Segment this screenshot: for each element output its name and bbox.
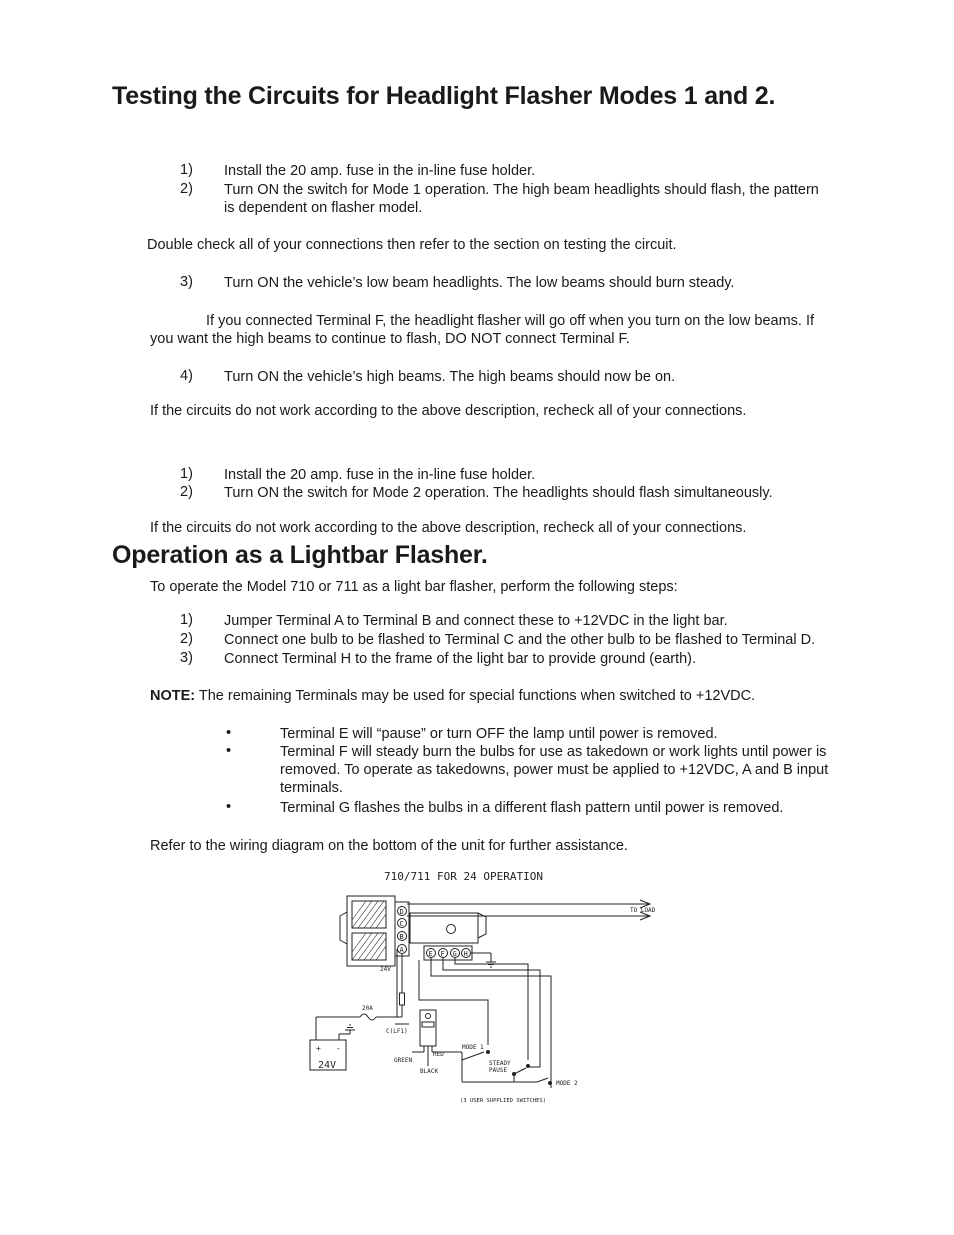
bottom-terminals [427, 949, 471, 959]
step-text: Install the 20 amp. fuse in the in-line fuse holder. [224, 467, 536, 483]
fuse [316, 1005, 376, 1040]
diagram-title: 710/711 FOR 24 OPERATION [384, 870, 543, 883]
load-wires [407, 900, 656, 920]
user-switches [460, 1044, 578, 1104]
terminal-label: A [399, 946, 404, 954]
mode1-label: MODE 1 [462, 1044, 484, 1051]
pause-label: PAUSE [489, 1067, 508, 1074]
unit-voltage-label: 24V [380, 966, 391, 973]
note-label: NOTE: [150, 688, 196, 704]
battery [310, 1025, 355, 1071]
red-label: RED [433, 1051, 444, 1058]
step-text: Connect one bulb to be flashed to Terminal C and the other bulb to be flashed to Terminal D. [224, 632, 816, 648]
section2-intro: To operate the Model 710 or 711 as a light bar flasher, perform the following steps: [150, 579, 678, 595]
step-number: 4) [180, 368, 193, 384]
bullet-text: Terminal E will “pause” or turn OFF the lamp until power is removed. [280, 726, 718, 742]
step-text: Turn ON the vehicle’s high beams. The high beams should now be on. [224, 369, 676, 385]
step-text: Connect Terminal H to the frame of the light bar to provide ground (earth). [224, 651, 697, 667]
bullet-text: Terminal F will steady burn the bulbs for use as takedown or work lights until power is removed. To operate as takedowns, power must be applied to +12VDC, A and B input terminals. [280, 744, 829, 796]
step-number: 2) [180, 484, 193, 500]
step-number: 1) [180, 162, 193, 178]
terminal-label: C [399, 920, 404, 928]
battery-minus: - [336, 1044, 341, 1053]
note-text: The remaining Terminals may be used for special functions when switched to +12VDC. [195, 688, 756, 704]
step-number: 1) [180, 466, 193, 482]
ground-h [470, 953, 496, 967]
steady-label: STEADY [489, 1060, 511, 1067]
step-number: 3) [180, 650, 193, 666]
step-text: Turn ON the vehicle’s low beam headlights. The low beams should burn steady. [224, 275, 735, 291]
step-number: 1) [180, 612, 193, 628]
fuse-label: 20A [362, 1005, 373, 1012]
bullet-mark: • [226, 725, 232, 741]
section1-title: Testing the Circuits for Headlight Flasher Modes 1 and 2. [112, 82, 776, 110]
step-number: 2) [180, 181, 193, 197]
refer-text: Refer to the wiring diagram on the bottom of the unit for further assistance. [150, 838, 628, 854]
recheck-text: If the circuits do not work according to the above description, recheck all of your connections. [150, 403, 747, 419]
terminal-label: G [452, 950, 457, 958]
green-label: GREEN [394, 1057, 413, 1064]
double-check-text: Double check all of your connections then refer to the section on testing the circuit. [147, 237, 677, 253]
step-text: Turn ON the switch for Mode 1 operation. The high beam headlights should flash, the pattern is dependent on flasher model. [224, 182, 819, 216]
bullet-mark: • [226, 799, 232, 815]
black-label: BLACK [420, 1068, 439, 1075]
capacitor-label: C(LF1) [386, 1028, 408, 1035]
bullet-mark: • [226, 743, 232, 759]
step-number: 2) [180, 631, 193, 647]
terminal-f-note-line1: If you connected Terminal F, the headlight flasher will go off when you turn on the low beams. If [206, 313, 815, 329]
step-text: Jumper Terminal A to Terminal B and connect these to +12VDC in the light bar. [224, 613, 728, 629]
terminal-label: D [399, 908, 404, 916]
terminal-label: F [440, 950, 445, 958]
step-text: Install the 20 amp. fuse in the in-line fuse holder. [224, 163, 536, 179]
switch-wires [419, 958, 551, 1088]
left-terminals [398, 907, 407, 955]
switches-note: (3 USER SUPPLIED SWITCHES) [460, 1098, 547, 1104]
to-load-label: TO LOAD [630, 907, 656, 914]
power-line [376, 949, 409, 1035]
step-number: 3) [180, 274, 193, 290]
terminal-label: E [428, 950, 433, 958]
mode2-label: MODE 2 [556, 1080, 578, 1087]
battery-plus: + [316, 1044, 321, 1053]
terminal-label: H [463, 950, 468, 958]
section2-title: Operation as a Lightbar Flasher. [112, 541, 488, 569]
step-text: Turn ON the switch for Mode 2 operation. The headlights should flash simultaneously. [224, 485, 773, 501]
relay-module [394, 1010, 462, 1075]
bullet-text: Terminal G flashes the bulbs in a different flash pattern until power is removed. [280, 800, 784, 816]
battery-voltage: 24V [318, 1060, 337, 1071]
terminal-f-note-line2: you want the high beams to continue to flash, DO NOT connect Terminal F. [150, 331, 630, 347]
recheck-text: If the circuits do not work according to the above description, recheck all of your connections. [150, 520, 747, 536]
terminal-label: B [399, 933, 404, 941]
